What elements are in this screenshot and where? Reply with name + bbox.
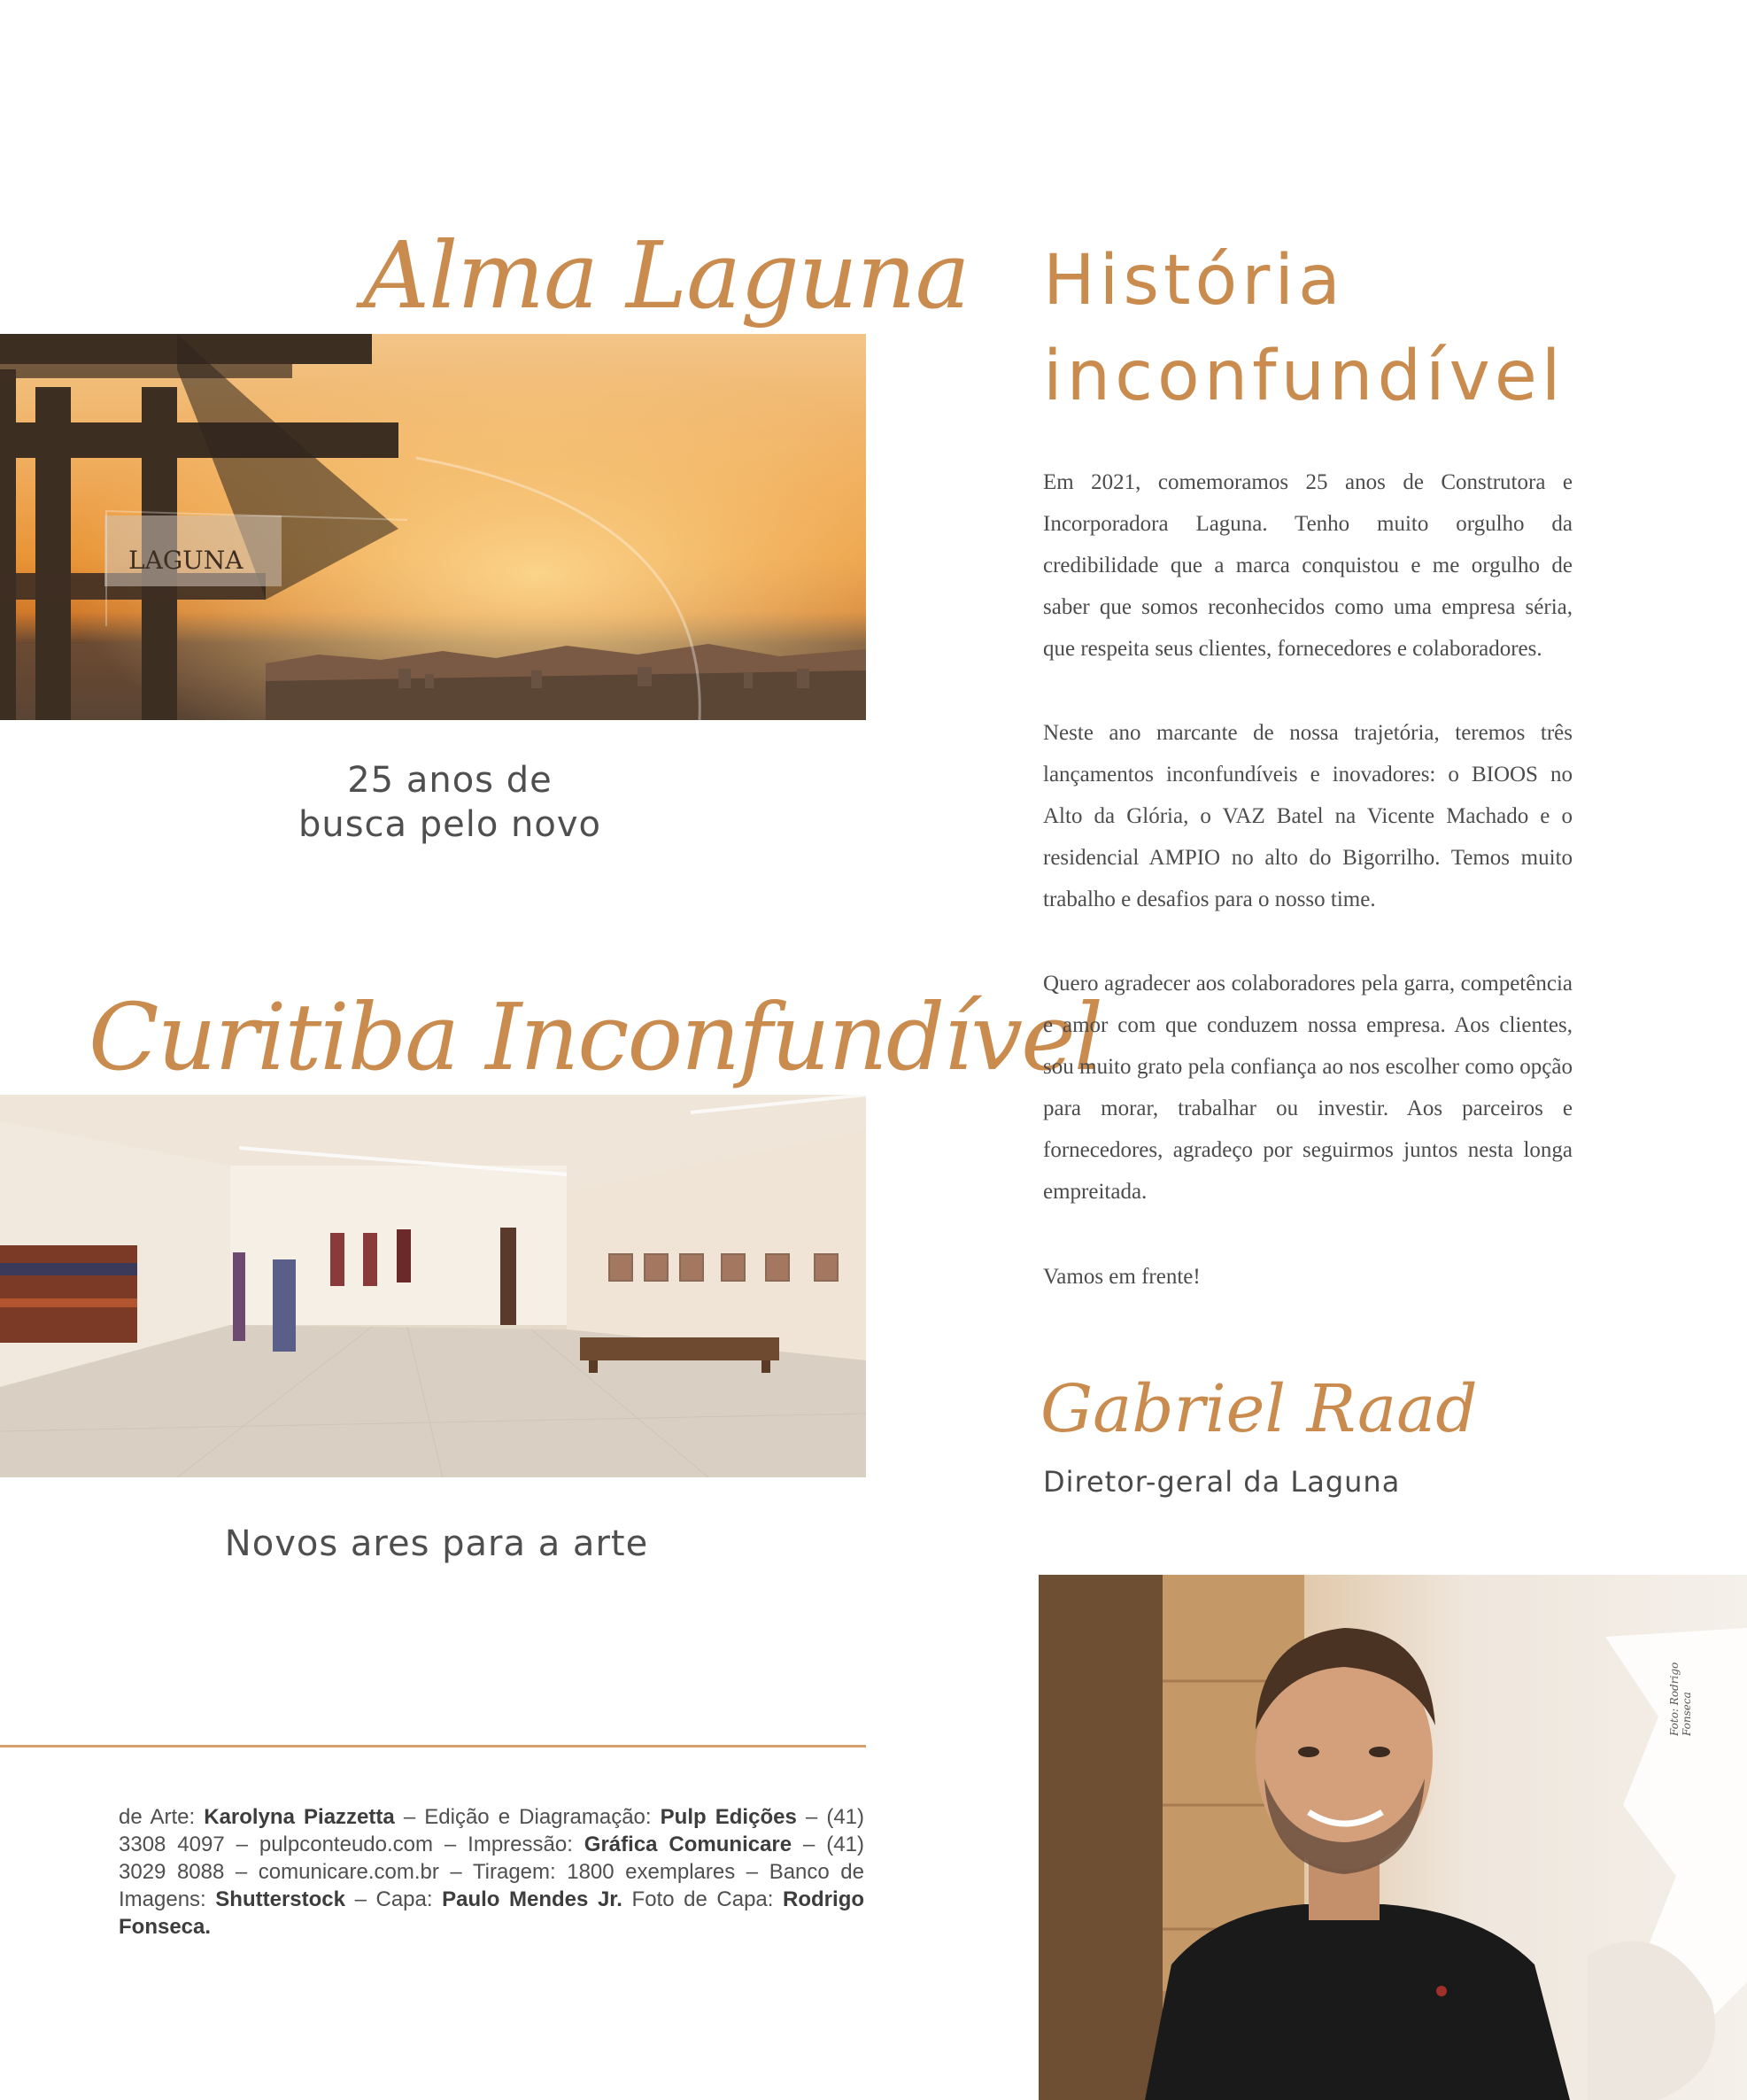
red-abstract-painting — [0, 1245, 137, 1343]
credits-label-foto-capa: Foto de Capa: — [622, 1887, 784, 1911]
signature-role: Diretor-geral da Laguna — [1043, 1465, 1401, 1499]
historia-inconfundivel-title — [1043, 233, 1565, 424]
body-paragraph-3: Quero agradecer aos colaboradores pela garra, competência e amor com que conduzem nossa empresa. Aos clientes, sou muito grato pela confiança ao nos escolher como opção para morar, trabalhar ou investir. Aos parceiros e fornecedores, agradeço por seguirmos juntos nesta longa empreitada. — [1043, 972, 1573, 1204]
photo-credit: Foto: Rodrigo Fonseca — [1668, 1662, 1693, 1736]
credits-name-impressao: Gráfica Comunicare — [584, 1833, 792, 1856]
credits-block — [119, 1803, 864, 1941]
caption-25-anos-line-1: 25 anos de — [347, 760, 553, 801]
credits-name-edicao: Pulp Edições — [660, 1805, 797, 1829]
laguna-banner-text: LAGUNA — [128, 546, 243, 575]
signature-gabriel-raad: Gabriel Raad — [1040, 1371, 1478, 1447]
credits-name-imagens: Shutterstock — [215, 1887, 345, 1911]
body-paragraph-2: Neste ano marcante de nossa trajetória, teremos três lançamentos inconfundíveis e inovadores: o BIOOS no Alto da Glória, o VAZ Batel na Vicente Machado e o residencial AMPIO no alto do Bigorrilho. Temos muito trabalho e desafios para o nosso time. — [1043, 721, 1573, 911]
curitiba-inconfundivel-title: Curitiba Inconfundível — [89, 983, 1102, 1091]
body-paragraph-4: Vamos em frente! — [1043, 1265, 1201, 1289]
credits-label-capa: – Capa: — [345, 1887, 443, 1911]
title-line-2: inconfundível — [1043, 337, 1565, 416]
caption-25-anos — [225, 758, 675, 847]
credits-label-arte: de Arte: — [119, 1805, 205, 1829]
art-gallery-photo — [0, 1095, 866, 1477]
alma-laguna-title: Alma Laguna — [363, 221, 970, 329]
caption-novos-ares: Novos ares para a arte — [224, 1523, 649, 1564]
title-line-1: História — [1043, 241, 1345, 321]
credits-name-foto-capa: Rodrigo Fonseca. — [119, 1887, 865, 1939]
section-divider — [0, 1745, 866, 1747]
sunset-construction-illustration — [0, 334, 866, 720]
art-gallery-illustration — [0, 1095, 866, 1477]
credits-name-arte: Karolyna Piazzetta — [204, 1805, 395, 1829]
credits-name-capa: Paulo Mendes Jr. — [442, 1887, 622, 1911]
credits-label-impressao: – (41) 3308 4097 – pulpconteudo.com – Impressão: — [119, 1805, 865, 1856]
body-paragraph-1: Em 2021, comemoramos 25 anos de Construtora e Incorporadora Laguna. Tenho muito orgulho da credibilidade que a marca conquistou e me orgulho de saber que somos reconhecidos como uma empresa séria, que respeita seus clientes, fornecedores e colaboradores. — [1043, 470, 1573, 661]
credits-label-imagens: – (41) 3029 8088 – comunicare.com.br – Tiragem: 1800 exemplares – Banco de Imagens: — [119, 1833, 864, 1911]
sunset-construction-photo — [0, 334, 866, 720]
credits-label-edicao: – Edição e Diagramação: — [394, 1805, 661, 1829]
portrait-illustration — [1039, 1575, 1747, 2100]
caption-25-anos-line-2: busca pelo novo — [298, 804, 602, 845]
portrait-photo — [1039, 1575, 1747, 2100]
